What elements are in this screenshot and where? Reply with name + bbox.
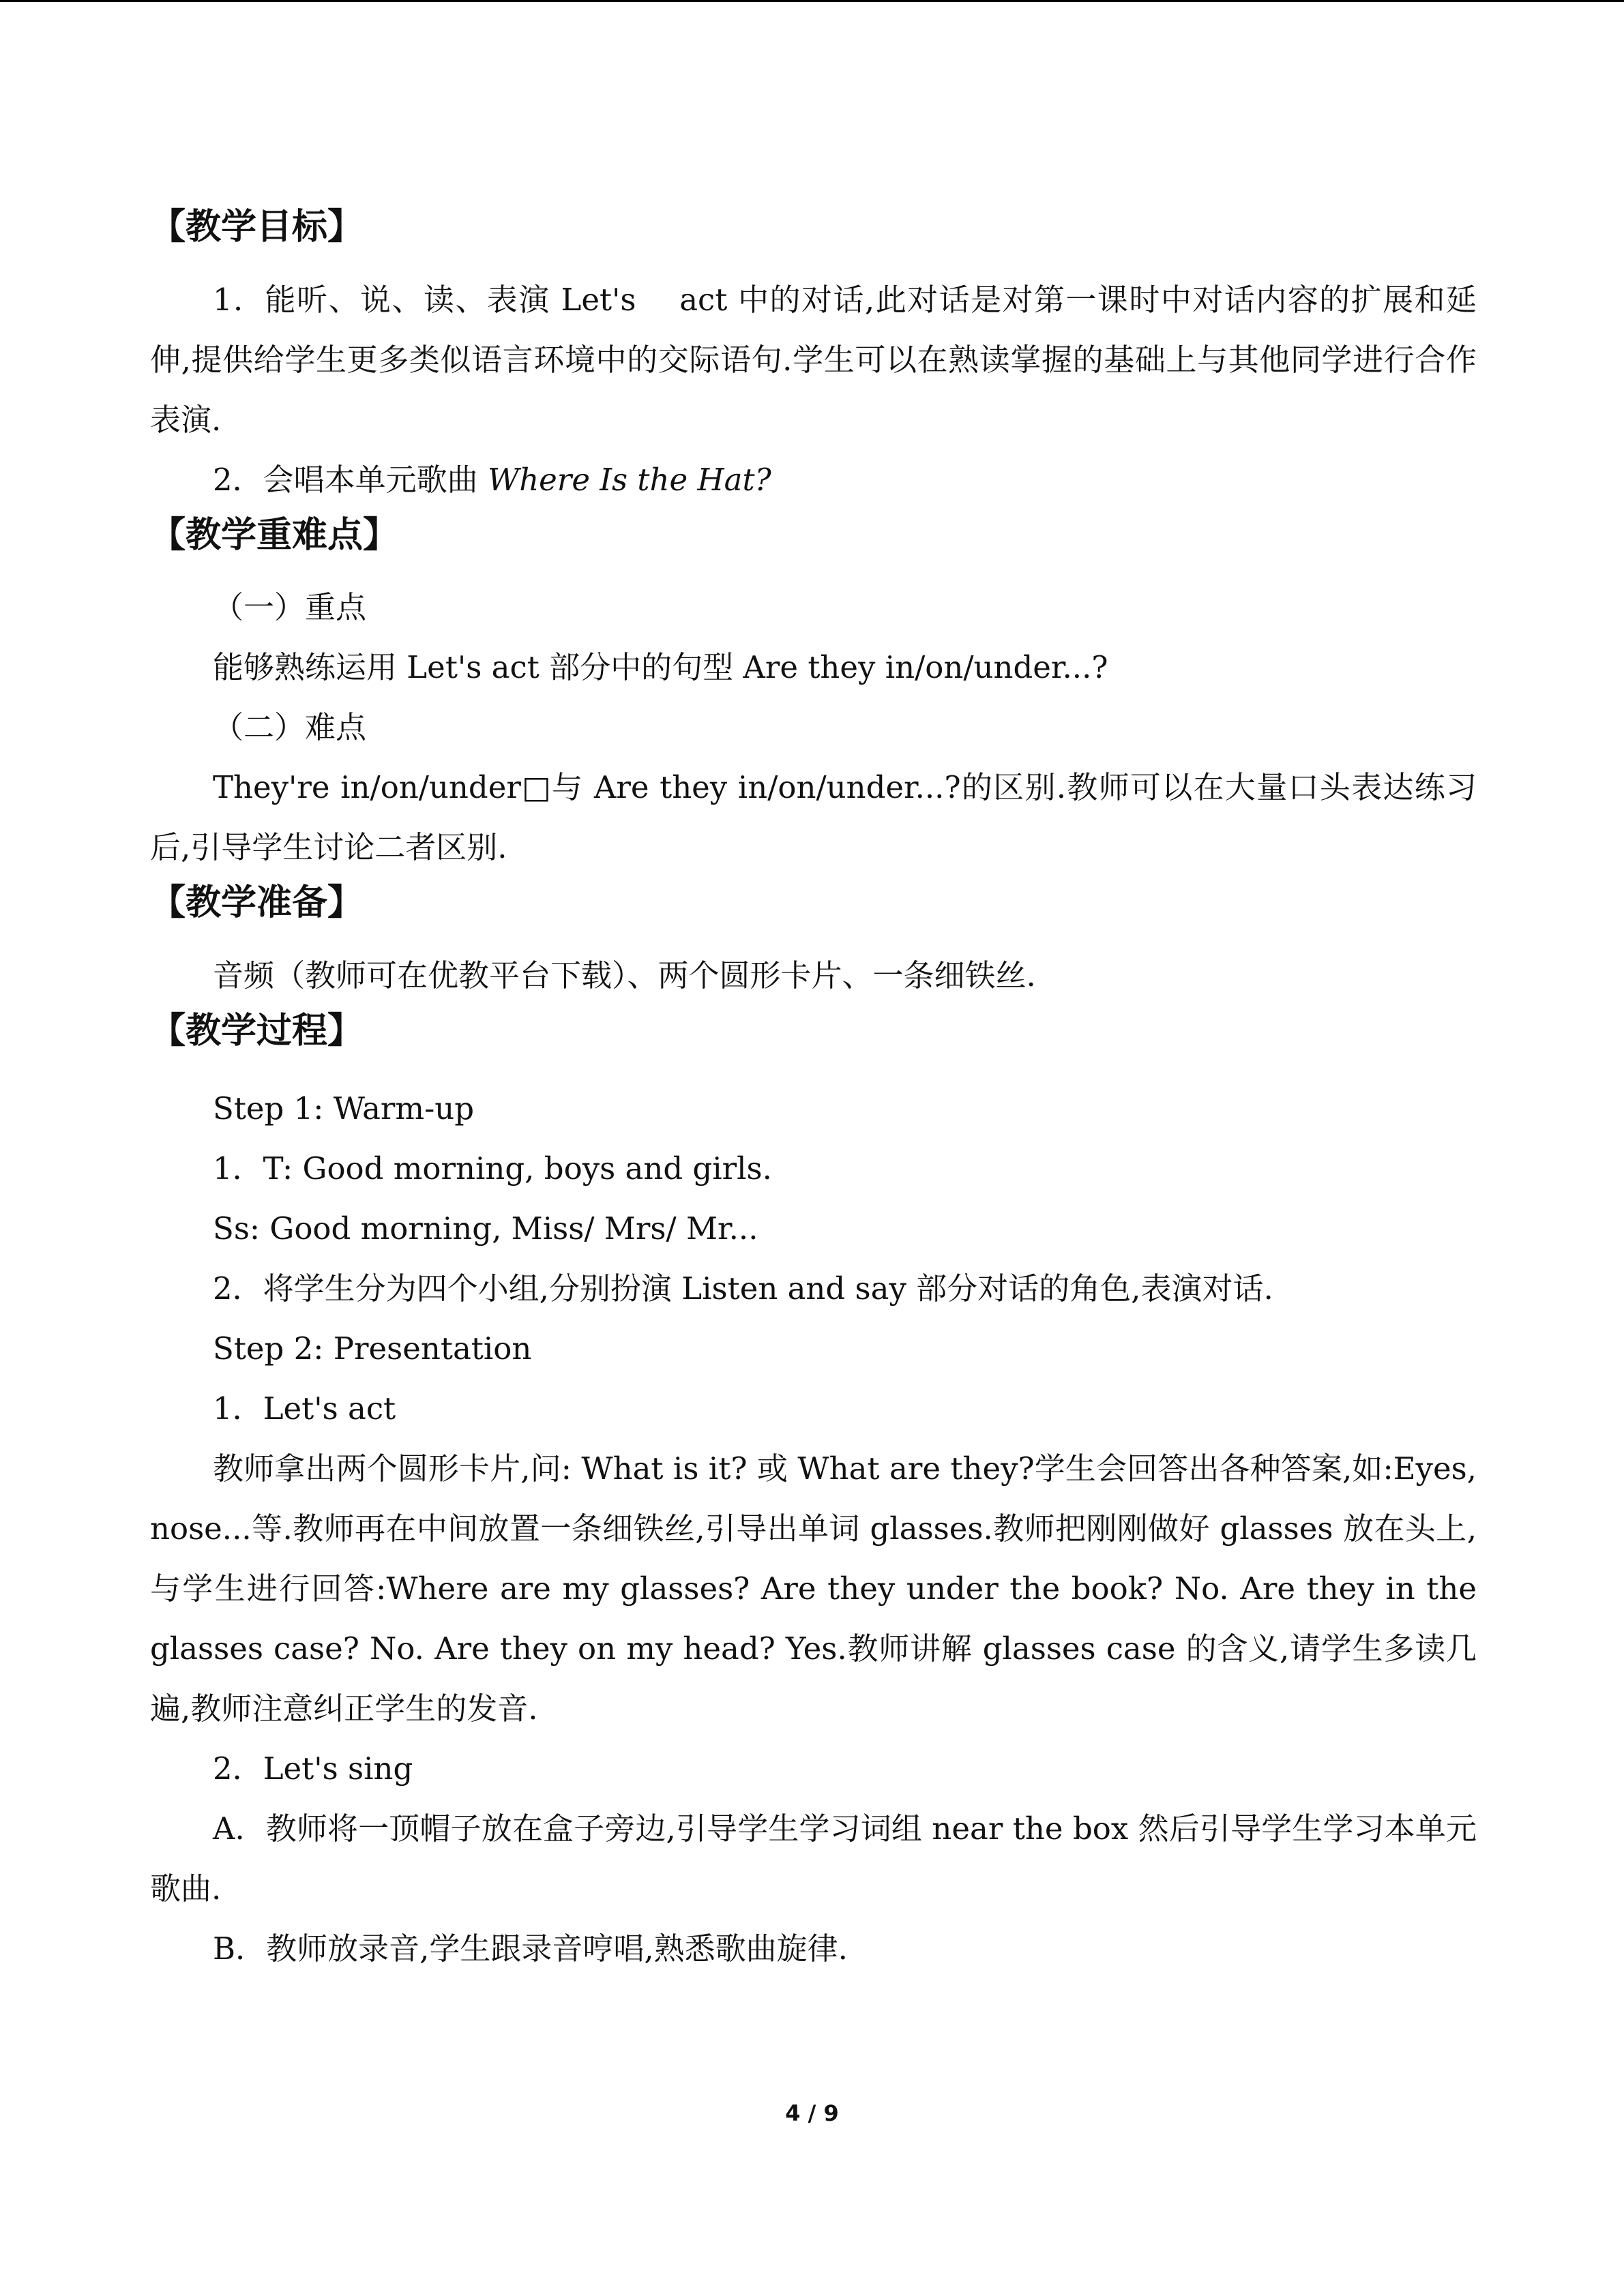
heading-objectives: 【教学目标】 (150, 207, 364, 248)
difficult-point-label: （二）难点 (213, 709, 367, 746)
heading-key-points: 【教学重难点】 (150, 514, 399, 556)
document-body (150, 205, 1477, 1979)
step-2-item-1: 1．Let's act (213, 1390, 396, 1427)
objective-item-2 (150, 450, 1477, 510)
objective-item-1: 1．能听、说、读、表演 Let's act 中的对话,此对话是对第一课时中对话内容的扩展和延伸,提供给学生更多类似语言环境中的交际语句.学生可以在熟读掌握的基础上与其他同学进行合作表演. (150, 281, 1477, 438)
objective-item-2-prefix: 2．会唱本单元歌曲 (213, 461, 488, 498)
step-2-title: Step 2: Presentation (213, 1330, 532, 1367)
step-1-item-2: 2．将学生分为四个小组,分别扮演 Listen and say 部分对话的角色,表演对话. (213, 1270, 1273, 1307)
step-1-item-1: 1．T: Good morning, boys and girls. (213, 1150, 772, 1187)
page-number: 4 / 9 (785, 2100, 839, 2126)
step-2-item-2: 2．Let's sing (213, 1750, 413, 1787)
difficult-point-text: They're in/on/under□与 Are they in/on/under...?的区别.教师可以在大量口头表达练习后,引导学生讨论二者区别. (150, 769, 1477, 866)
heading-preparation: 【教学准备】 (150, 882, 364, 924)
step-2-paragraph: 教师拿出两个圆形卡片,问: What is it? 或 What are they?学生会回答出各种答案,如:Eyes, nose...等.教师再在中间放置一条细铁丝,引导出单词 glasses.教师把刚刚做好 glasses 放在头上,与学生进行回答:Where are my glasses? Are they under the book? No. Are they in the glasses case? No. Are they on my head? Yes.教师讲解 glasses case 的含义,请学生多读几遍,教师注意纠正学生的发音. (150, 1450, 1477, 1727)
song-title: Where Is the Hat? (487, 461, 771, 498)
key-point-label: （一）重点 (213, 589, 367, 626)
step-2-item-a: A．教师将一顶帽子放在盒子旁边,引导学生学习词组 near the box 然后引导学生学习本单元歌曲. (150, 1810, 1477, 1907)
step-1-title: Step 1: Warm-up (213, 1090, 475, 1127)
heading-process: 【教学过程】 (150, 1010, 364, 1052)
step-1-students: Ss: Good morning, Miss/ Mrs/ Mr... (213, 1210, 758, 1247)
step-2-item-b: B．教师放录音,学生跟录音哼唱,熟悉歌曲旋律. (213, 1930, 848, 1967)
preparation-text: 音频（教师可在优教平台下载）、两个圆形卡片、一条细铁丝. (213, 957, 1036, 994)
key-point-text: 能够熟练运用 Let's act 部分中的句型 Are they in/on/under...? (213, 649, 1108, 686)
top-rule (0, 0, 1624, 2)
